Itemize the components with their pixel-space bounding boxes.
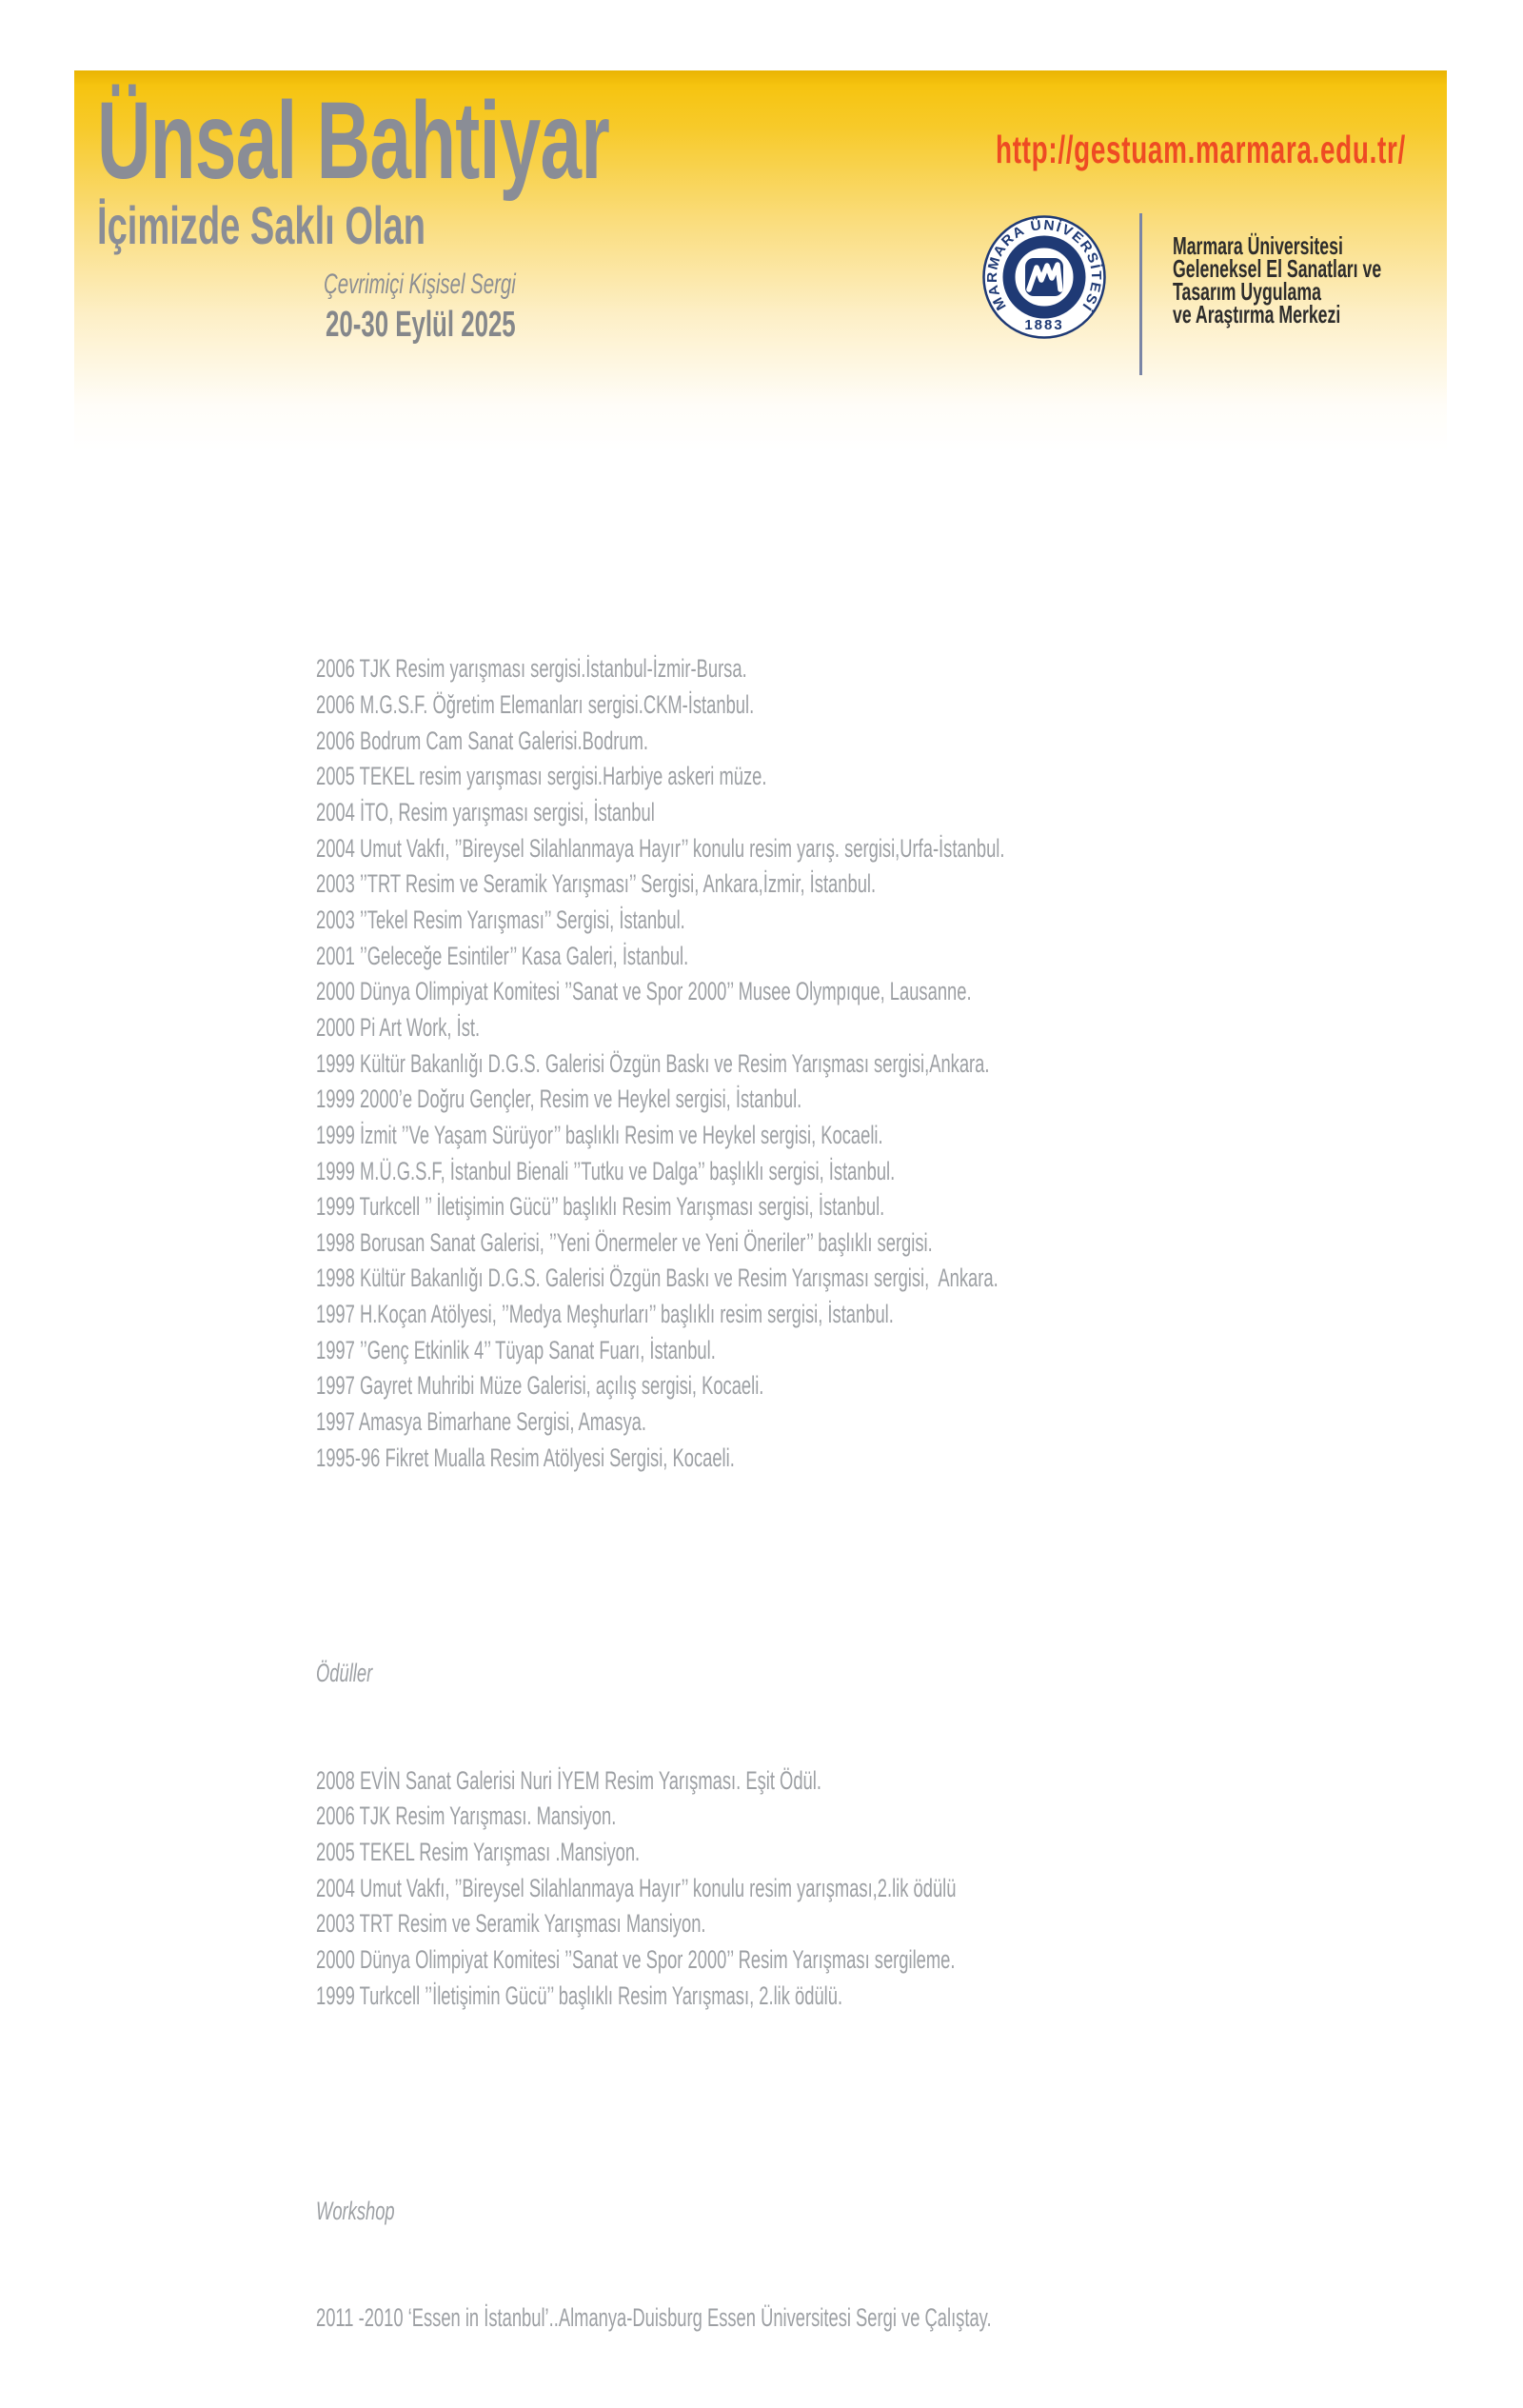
exhibition-entry: 2003 ’’Tekel Resim Yarışması’’ Sergisi, İstanbul. <box>316 905 685 934</box>
workshop-list <box>316 2300 1004 2337</box>
workshop-heading: Workshop <box>316 2196 395 2225</box>
org-name-line: Marmara Üniversitesi <box>1173 231 1343 260</box>
exhibition-entry: 1997 ’’Genç Etkinlik 4’’ Tüyap Sanat Fuarı, İstanbul. <box>316 1335 716 1364</box>
org-name-line: Tasarım Uygulama <box>1173 277 1321 306</box>
cv-section <box>316 580 1004 2408</box>
awards-heading: Ödüller <box>316 1658 373 1687</box>
award-entry: 2003 TRT Resim ve Seramik Yarışması Mansiyon. <box>316 1909 706 1939</box>
award-entry: 2008 EVİN Sanat Galerisi Nuri İYEM Resim Yarışması. Eşit Ödül. <box>316 1765 821 1795</box>
exhibition-entry: 2000 Pi Art Work, İst. <box>316 1012 481 1042</box>
spacer <box>316 1548 1004 1584</box>
awards-list <box>316 1763 1004 2015</box>
award-entry: 2005 TEKEL Resim Yarışması .Mansiyon. <box>316 1837 641 1866</box>
exhibition-entry: 2004 İTO, Resim yarışması sergisi, İstanbul <box>316 797 655 826</box>
exhibition-entry: 1998 Borusan Sanat Galerisi, ’’Yeni Önermeler ve Yeni Öneriler’’ başlıklı sergisi. <box>316 1227 933 1257</box>
exhibition-title: İçimizde Saklı Olan <box>97 195 425 255</box>
artist-name: Ünsal Bahtiyar <box>97 80 610 202</box>
org-name-line: Geleneksel El Sanatları ve <box>1173 254 1382 283</box>
award-entry: 1999 Turkcell ’’İletişimin Gücü’’ başlıklı Resim Yarışması, 2.lik ödülü. <box>316 1980 843 2010</box>
vertical-divider <box>1139 213 1142 375</box>
exhibition-entry: 2006 Bodrum Cam Sanat Galerisi.Bodrum. <box>316 726 649 755</box>
exhibition-entry: 1997 Gayret Muhribi Müze Galerisi, açılış sergisi, Kocaeli. <box>316 1371 764 1401</box>
exhibition-entry: 2006 TJK Resim yarışması sergisi.İstanbul-İzmir-Bursa. <box>316 654 747 684</box>
exhibition-entry: 1999 M.Ü.G.S.F, İstanbul Bienali ’’Tutku ve Dalga’’ başlıklı sergisi, İstanbul. <box>316 1156 896 1185</box>
spacer <box>316 2086 1004 2122</box>
exhibition-dates: 20-30 Eylül 2025 <box>326 305 516 345</box>
exhibition-entry: 2003 ’’TRT Resim ve Seramik Yarışması’’ Sergisi, Ankara,İzmir, İstanbul. <box>316 869 877 899</box>
exhibition-entry: 1998 Kültür Bakanlığı D.G.S. Galerisi Özgün Baskı ve Resim Yarışması sergisi, Ankara. <box>316 1264 999 1293</box>
exhibition-entry: 1999 İzmit ’’Ve Yaşam Sürüyor’’ başlıklı Resim ve Heykel sergisi, Kocaeli. <box>316 1120 883 1149</box>
logo-year: 1883 <box>1024 317 1064 333</box>
exhibition-entry: 2005 TEKEL resim yarışması sergisi.Harbiye askeri müze. <box>316 762 767 791</box>
logo-ring-text: MARMARA ÜNİVERSİTESİ <box>984 217 1104 314</box>
exhibition-entry: 1999 Turkcell ’’ İletişimin Gücü’’ başlıklı Resim Yarışması sergisi, İstanbul. <box>316 1192 885 1222</box>
workshop-entry: 2011 -2010 ‘Essen in İstanbul’..Almanya-Duisburg Essen Üniversitesi Sergi ve Çalıştay. <box>316 2303 992 2333</box>
exhibition-entry: 2004 Umut Vakfı, ’’Bireysel Silahlanmaya Hayır’’ konulu resim yarış. sergisi,Urfa-İstanbul. <box>316 833 1005 863</box>
award-entry: 2006 TJK Resim Yarışması. Mansiyon. <box>316 1801 617 1831</box>
website-url[interactable]: http://gestuam.marmara.edu.tr/ <box>996 128 1406 171</box>
university-logo <box>981 214 1107 340</box>
exhibition-entry: 2001 ’’Geleceğe Esintiler’’ Kasa Galeri, İstanbul. <box>316 941 689 970</box>
org-name-block <box>1173 231 1382 328</box>
award-entry: 2004 Umut Vakfı, ’’Bireysel Silahlanmaya Hayır’’ konulu resim yarışması,2.lik ödülü <box>316 1873 957 1902</box>
exhibition-entry: 1997 H.Koçan Atölyesi, ’’Medya Meşhurları’’ başlıklı resim sergisi, İstanbul. <box>316 1300 894 1329</box>
university-seal-icon <box>981 214 1107 340</box>
exhibition-entry: 2006 M.G.S.F. Öğretim Elemanları sergisi.CKM-İstanbul. <box>316 689 755 719</box>
exhibition-entry: 1995-96 Fikret Mualla Resim Atölyesi Sergisi, Kocaeli. <box>316 1443 735 1472</box>
exhibition-entry: 1997 Amasya Bimarhane Sergisi, Amasya. <box>316 1407 646 1437</box>
exhibitions-list <box>316 651 1004 1476</box>
exhibition-entry: 2000 Dünya Olimpiyat Komitesi ’’Sanat ve Spor 2000’’ Musee Olympıque, Lausanne. <box>316 977 972 1006</box>
org-name-line: ve Araştırma Merkezi <box>1173 300 1341 328</box>
award-entry: 2000 Dünya Olimpiyat Komitesi ’’Sanat ve Spor 2000’’ Resim Yarışması sergileme. <box>316 1944 956 1974</box>
exhibition-entry: 1999 2000’e Doğru Gençler, Resim ve Heykel sergisi, İstanbul. <box>316 1085 802 1114</box>
exhibition-type: Çevrimiçi Kişisel Sergi <box>324 269 516 300</box>
exhibition-entry: 1999 Kültür Bakanlığı D.G.S. Galerisi Özgün Baskı ve Resim Yarışması sergisi,Ankara. <box>316 1048 990 1078</box>
